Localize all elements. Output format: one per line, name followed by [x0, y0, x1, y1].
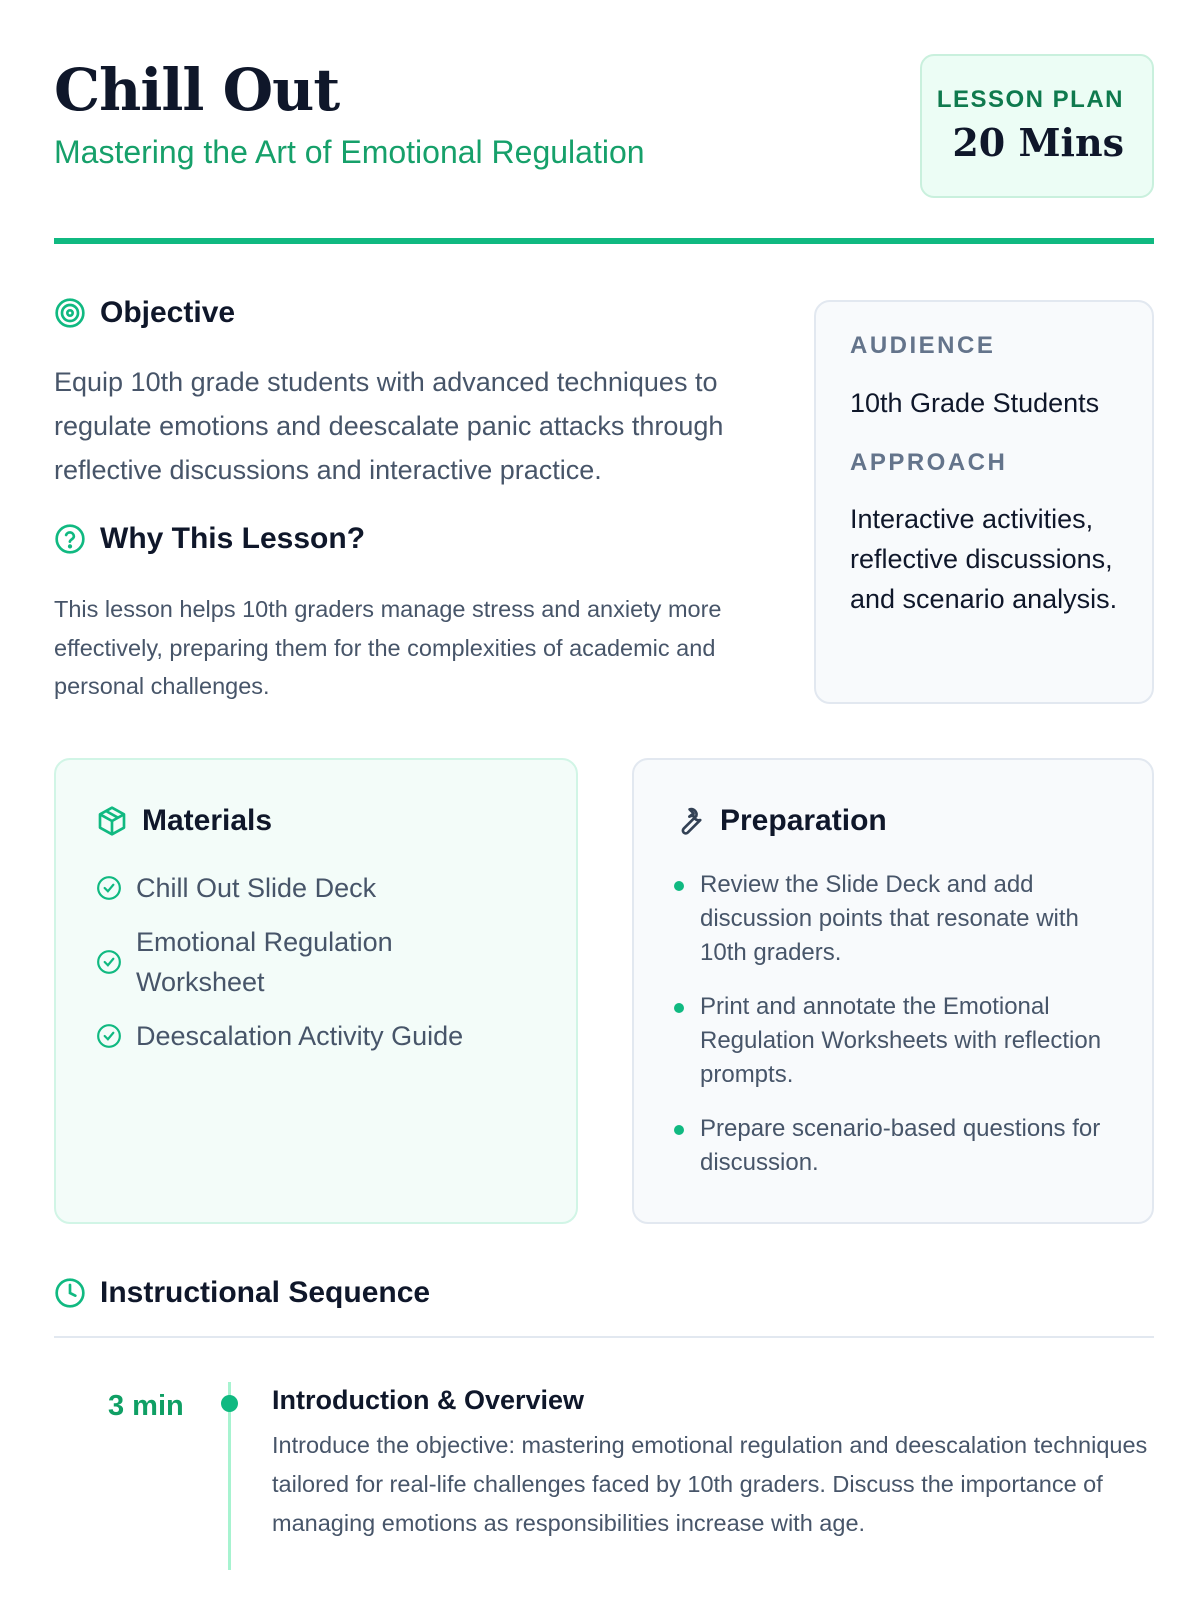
check-circle-icon — [96, 1023, 122, 1049]
step-description: Introduce the objective: mastering emotional regulation and deescalation techniques tailored for real-life challenges faced by 10th graders. Discuss the importance of managing emotions as responsibilities increase with age. — [272, 1432, 1148, 1536]
bullet-dot — [674, 1003, 684, 1013]
material-label: Chill Out Slide Deck — [136, 873, 377, 903]
list-item — [96, 868, 536, 908]
badge-duration: 20 Mins — [952, 120, 1124, 165]
materials-heading — [96, 804, 272, 838]
list-item — [96, 1016, 536, 1056]
list-item — [674, 1112, 1114, 1180]
preparation-card — [632, 758, 1154, 1224]
info-card — [814, 300, 1154, 704]
prep-text: Prepare scenario-based questions for discussion. — [700, 1115, 1101, 1176]
audience-label: AUDIENCE — [850, 332, 996, 359]
list-item — [96, 922, 536, 1002]
objective-text: Equip 10th grade students with advanced techniques to regulate emotions and deescalate panic attacks through reflective discussions and interactive practice. — [54, 367, 724, 485]
sequence-divider — [54, 1336, 1154, 1338]
material-label: Deescalation Activity Guide — [136, 1021, 464, 1051]
preparation-heading — [674, 804, 887, 838]
prep-text: Review the Slide Deck and add discussion points that resonate with 10th graders. — [700, 871, 1079, 966]
timeline-dot — [221, 1395, 238, 1412]
step-duration: 3 min — [108, 1390, 184, 1422]
why-label: Why This Lesson? — [100, 522, 366, 555]
question-circle-icon — [54, 523, 86, 555]
why-text: This lesson helps 10th graders manage stress and anxiety more effectively, preparing them for the complexities of academic and personal challenges. — [54, 596, 722, 699]
audience-value: 10th Grade Students — [850, 388, 1100, 418]
list-item — [674, 868, 1114, 970]
prep-text: Print and annotate the Emotional Regulation Worksheets with reflection prompts. — [700, 993, 1102, 1088]
lesson-plan-page — [54, 0, 1154, 1600]
wrench-icon — [674, 805, 706, 837]
materials-list — [96, 868, 536, 1070]
materials-label: Materials — [142, 804, 273, 837]
why-heading — [54, 522, 365, 556]
clock-icon — [54, 1277, 86, 1309]
approach-label: APPROACH — [850, 449, 1008, 476]
materials-card — [54, 758, 578, 1224]
check-circle-icon — [96, 949, 122, 975]
sequence-label: Instructional Sequence — [100, 1276, 431, 1309]
objective-heading — [54, 296, 235, 330]
preparation-label: Preparation — [720, 804, 887, 837]
bullet-dot — [674, 1125, 684, 1135]
package-icon — [96, 805, 128, 837]
sequence-heading — [54, 1276, 430, 1310]
list-item — [674, 990, 1114, 1092]
preparation-list — [674, 868, 1114, 1200]
duration-badge — [920, 54, 1154, 198]
target-icon — [54, 297, 86, 329]
badge-label: LESSON PLAN — [936, 86, 1124, 113]
page-title: Chill Out — [54, 56, 340, 124]
bullet-dot — [674, 881, 684, 891]
check-circle-icon — [96, 875, 122, 901]
header-divider — [54, 238, 1154, 244]
step-title: Introduction & Overview — [272, 1385, 585, 1415]
objective-label: Objective — [100, 296, 236, 329]
page-subtitle: Mastering the Art of Emotional Regulation — [54, 134, 645, 170]
material-label: Emotional Regulation Worksheet — [136, 927, 393, 997]
approach-value: Interactive activities, reflective discussions, and scenario analysis. — [850, 504, 1118, 614]
